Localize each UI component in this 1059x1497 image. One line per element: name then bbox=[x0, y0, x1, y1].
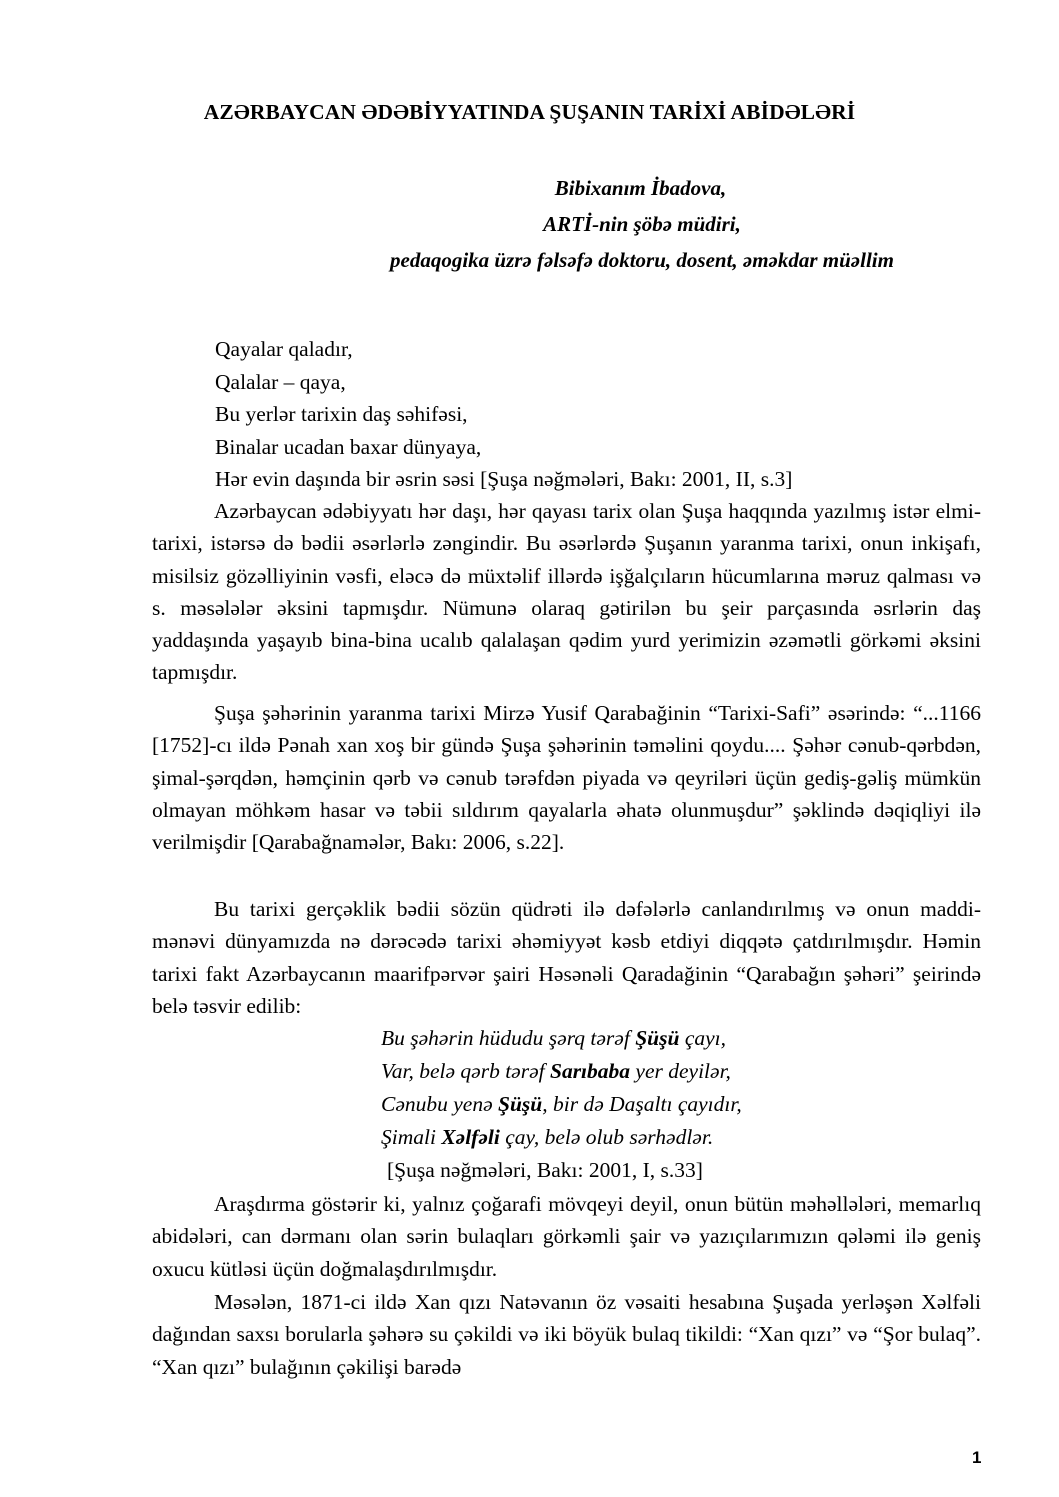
poem-text: Var, belə qərb tərəf bbox=[381, 1059, 550, 1083]
document-title: AZƏRBAYCAN ƏDƏBİYYATINDA ŞUŞANIN TARİXİ ABİDƏLƏRİ bbox=[203, 100, 856, 124]
quoted-poem bbox=[381, 1022, 742, 1187]
poem-line: Qayalar qaladır, bbox=[215, 337, 353, 361]
author-degree: pedaqogika üzrə fəlsəfə doktoru, dosent, əməkdar müəllim bbox=[390, 248, 894, 272]
paragraph-4 bbox=[152, 1188, 981, 1285]
poem-emphasis: Şüşü bbox=[498, 1092, 543, 1116]
poem-line bbox=[381, 1022, 742, 1055]
poem-line: Hər evin daşında bir əsrin səsi [Şuşa nəğmələri, Bakı: 2001, II, s.3] bbox=[215, 467, 793, 491]
paragraph-2 bbox=[152, 697, 981, 858]
poem-line: Bu yerlər tarixin daş səhifəsi, bbox=[215, 402, 468, 426]
paragraph-5 bbox=[152, 1286, 981, 1383]
poem-text: çay, belə olub sərhədlər. bbox=[499, 1125, 714, 1149]
poem-line: Binalar ucadan baxar dünyaya, bbox=[215, 434, 482, 459]
paragraph-text: Bu tarixi gerçəklik bədii sözün qüdrəti ilə dəfələrlə canlandırılmış və onun maddi-mənəvi dünyamızda nə dərəcədə tarixi əhəmiyyət kəsb etdiyi diqqətə çatdırılmışdır. Həmin tarixi fakt Azərbaycanın maarifpərvər şairi Həsənəli Qaradağinin “Qarabağın şəhəri” şeirində belə təsvir edilib: bbox=[152, 897, 981, 1018]
paragraph-1 bbox=[152, 495, 981, 689]
author-block bbox=[0, 170, 1059, 278]
poem-text: , bir də Daşaltı çayıdır, bbox=[542, 1092, 742, 1116]
paragraph-text: Araşdırma göstərir ki, yalnız çoğarafi mövqeyi deyil, onun bütün məhəllələri, memarlıq abidələri, can dərmanı olan sərin bulaqları görkəmli şair və yazıçılarımızın qələmi ilə geniş oxucu kütləsi üçün doğmalaşdırılmışdır. bbox=[152, 1192, 981, 1281]
poem-line bbox=[381, 1121, 742, 1154]
poem-emphasis: Sarıbaba bbox=[549, 1059, 631, 1083]
poem-line: Qalalar – qaya, bbox=[215, 369, 346, 394]
poem-text: Cənubu yenə bbox=[381, 1092, 499, 1116]
paragraph-text: Şuşa şəhərinin yaranma tarixi Mirzə Yusif Qarabağinin “Tarixi-Safi” əsərində: “...1166 [1752]-cı ildə Pənah xan xoş bir gündə Şuşa şəhərinin təməlini qoydu.... Şəhər cənub-qərbdən, şimal-şərqdən, həmçinin qərb və cənub tərəfdən piyada və qeyriləri üçün gediş-gəliş mümkün olmayan möhkəm hasar və təbii sıldırım qayalarla əhatə olunmuşdur” şəklində dəqiqliyi ilə verilmişdir [Qarabağnamələr, Bakı: 2006, s.22]. bbox=[152, 701, 981, 855]
poem-reference: [Şuşa nəğmələri, Bakı: 2001, I, s.33] bbox=[387, 1158, 703, 1182]
paragraph-text: Məsələn, 1871-ci ildə Xan qızı Natəvanın öz vəsaiti hesabına Şuşada yerləşən Xəlfəli dağından saxsı borularla şəhərə su çəkildi və iki böyük bulaq tikildi: “Xan qızı” və “Şor bulaq”. “Xan qızı” bulağının çəkilişi barədə bbox=[152, 1290, 981, 1379]
poem-line bbox=[381, 1088, 742, 1121]
paragraph-3 bbox=[152, 893, 981, 1022]
page-number: 1 bbox=[972, 1448, 982, 1467]
poem-emphasis: Şüşü bbox=[635, 1026, 680, 1050]
epigraph-poem bbox=[215, 333, 792, 496]
author-name: Bibixanım İbadova, bbox=[554, 176, 727, 200]
author-position: ARTİ-nin şöbə müdiri, bbox=[543, 212, 741, 236]
poem-text: Bu şəhərin hüdudu şərq tərəf bbox=[381, 1026, 636, 1050]
poem-text: çayı, bbox=[679, 1026, 726, 1050]
poem-emphasis: Xəlfəli bbox=[441, 1125, 500, 1149]
poem-line bbox=[381, 1055, 742, 1088]
poem-text: yer deyilər, bbox=[630, 1059, 731, 1083]
paragraph-text: Azərbaycan ədəbiyyatı hər daşı, hər qayası tarix olan Şuşa haqqında yazılmış istər elmi-tarixi, istərsə də bədii əsərlərlə zəngindir. Bu əsərlərdə Şuşanın yaranma tarixi, onun inkişafı, misilsiz gözəlliyinin vəsfi, eləcə də müxtəlif illərdə işğalçıların hücumlarına məruz qalması və s. məsələlər əksini tapmışdır. Nümunə olaraq gətirilən bu şeir parçasında əsrlərin daş yaddaşında yaşayıb bina-bina ucalıb qalalaşan qədim yurd yerimizin əzəmətli görkəmi əksini tapmışdır. bbox=[152, 499, 981, 685]
poem-text: Şimali bbox=[381, 1125, 442, 1149]
